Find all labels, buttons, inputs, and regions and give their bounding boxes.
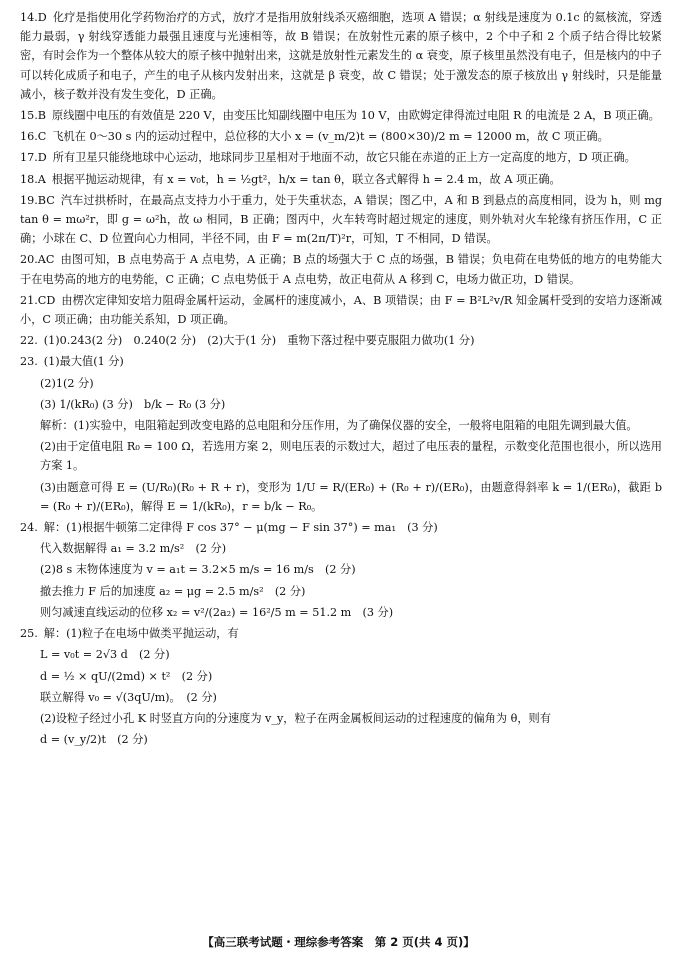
answer-paragraph: [20, 395, 662, 414]
answer-number: 25.: [20, 627, 38, 641]
answer-number: 14.D: [20, 11, 47, 24]
answer-text: 则匀减速直线运动的位移 x₂ = v²/(2a₂) = 16²/5 m = 51.2 m (3 分): [40, 605, 394, 619]
answer-text: 代入数据解得 a₁ = 3.2 m/s² (2 分): [40, 542, 227, 556]
answer-text: 联立解得 v₀ = √(3qU/m)。 (2 分): [40, 690, 217, 704]
answer-text: 撤去推力 F 后的加速度 a₂ = μg = 2.5 m/s² (2 分): [40, 584, 306, 598]
answer-text: 由图可知，B 点电势高于 A 点电势，A 正确；B 点的场强大于 C 点的场强，B 错误；负电荷在电势低的地方的电势能大于在电势高的地方的电势能，C 正确；C 点电势低于 A 点电势，故正电荷从 A 移到 C，电场力做正功，D 错误。: [20, 253, 662, 286]
answer-text: (2)设粒子经过小孔 K 时竖直方向的分速度为 v_y，粒子在两金属板间运动的过程速度的偏角为 θ，则有: [40, 711, 551, 725]
answer-paragraph: [20, 374, 662, 393]
answer-text: 原线圈中电压的有效值是 220 V，由变压比知副线圈中电压为 10 V，由欧姆定律得流过电阻 R 的电流是 2 A，B 项正确。: [52, 109, 660, 123]
answer-text: 解析：(1)实验中，电阻箱起到改变电路的总电阻和分压作用，为了确保仪器的安全，一般将电阻箱的电阻先调到最大值。: [40, 419, 638, 433]
answer-text: 所有卫星只能绕地球中心运动，地球同步卫星相对于地面不动，故它只能在赤道的正上方一定高度的地方，D 项正确。: [52, 151, 636, 165]
answer-text: 解：(1)粒子在电场中做类平抛运动，有: [43, 627, 239, 641]
answer-text: (1)最大值(1 分): [43, 355, 124, 369]
answer-number: 20.AC: [20, 253, 55, 267]
answer-number: 24.: [20, 521, 38, 535]
answer-number: 17.D: [20, 151, 47, 165]
answer-paragraph: [20, 603, 662, 622]
answer-number: 16.C: [20, 130, 47, 144]
answer-number: 18.A: [20, 172, 46, 186]
answer-text: 飞机在 0～30 s 内的运动过程中，总位移的大小 x = (v_m/2)t = (800×30)/2 m = 12000 m，故 C 项正确。: [52, 130, 609, 144]
answer-paragraph: [20, 582, 662, 601]
answer-text: 解：(1)根据牛顿第二定律得 F cos 37° − μ(mg − F sin 37°) = ma₁ (3 分): [43, 521, 438, 535]
answer-text: (3) 1/(kR₀) (3 分) b/k − R₀ (3 分): [40, 397, 226, 411]
answer-paragraph: [20, 624, 662, 643]
answer-paragraph: [20, 291, 662, 329]
answer-paragraph: [20, 730, 662, 749]
answer-paragraph: [20, 437, 662, 475]
answer-paragraph: [20, 170, 662, 189]
answer-number: 22.: [20, 334, 38, 348]
answer-text: (2)1(2 分): [40, 376, 94, 390]
answer-text: d = (v_y/2)t (2 分): [40, 733, 148, 747]
answer-text: (3)由题意可得 E = (U/R₀)(R₀ + R + r)，变形为 1/U = R/(ER₀) + (R₀ + r)/(ER₀)，由题意得斜率 k = 1/(ER₀)，截距 b = (R₀ + r)/(ER₀)，解得 E = 1/(kR₀)，r = b/k − R₀。: [40, 480, 662, 513]
answer-text: 由楞次定律知安培力阻碍金属杆运动，金属杆的速度减小，A、B 项错误；由 F = B²L²v/R 知金属杆受到的安培力逐渐减小，C 项正确；由功能关系知，D 项正确。: [20, 293, 662, 327]
answer-number: 21.CD: [20, 293, 56, 307]
answer-key-body: [20, 8, 662, 751]
answer-paragraph: [20, 478, 662, 516]
answer-paragraph: [20, 191, 662, 249]
answer-paragraph: [20, 539, 662, 558]
answer-text: (2)由于定值电阻 R₀ = 100 Ω，若选用方案 2，则电压表的示数过大，超过了电压表的量程，示数变化范围也很小，所以选用方案 1。: [40, 440, 662, 473]
answer-text: 化疗是指使用化学药物治疗的方式，放疗才是指用放射线杀灭癌细胞，选项 A 错误；α 射线是速度为 0.1c 的氦核流，穿透能力最弱，γ 射线穿透能力最强且速度与光速相等，故 B 错误；在放射性元素的原子核中，2 个中子和 2 个质子结合得比较紧密，有时会作为一个整体从较大的原子核中抛射出来，这就是放射性元素发生的 α 衰变，原子核里虽然没有电子，但是核内的中子可以转化成质子和电子，产生的电子从核内发射出来，这就是 β 衰变，故 C 错误；处于激发态的原子核放出 γ 射线时，只是能量减小，核子数并没有发生变化，D 正确。: [20, 11, 662, 101]
answer-text: d = ½ × qU/(2md) × t² (2 分): [40, 669, 213, 683]
answer-paragraph: [20, 352, 662, 371]
answer-text: 汽车过拱桥时，在最高点支持力小于重力，处于失重状态，A 错误；图乙中，A 和 B 到悬点的高度相同，设为 h，则 mg tan θ = mω²r，即 g = ω²h，故 ω 相同，B 正确；图丙中，火车转弯时超过规定的速度，则外轨对火车轮缘有挤压作用，C 正确；小球在 C、D 位置向心力相同，半径不同，由 F = m(2π/T)²r，可知，T 不相同，D 错误。: [20, 193, 662, 246]
answer-text: L = v₀t = 2√3 d (2 分): [40, 648, 170, 662]
answer-paragraph: [20, 416, 662, 435]
answer-paragraph: [20, 127, 662, 146]
page-footer: 【高三联考试题・理综参考答案 第 2 页(共 4 页)】: [202, 935, 475, 949]
answer-paragraph: [20, 688, 662, 707]
answer-paragraph: [20, 709, 662, 728]
answer-paragraph: [20, 518, 662, 537]
answer-number: 19.BC: [20, 193, 55, 207]
answer-paragraph: [20, 667, 662, 686]
answer-paragraph: [20, 148, 662, 167]
answer-paragraph: [20, 106, 662, 125]
answer-number: 15.B: [20, 109, 47, 123]
answer-paragraph: [20, 331, 662, 350]
answer-paragraph: [20, 645, 662, 664]
answer-paragraph: [20, 8, 662, 104]
answer-text: 根据平抛运动规律，有 x = v₀t，h = ½gt²，h/x = tan θ，联立各式解得 h = 2.4 m，故 A 项正确。: [51, 172, 561, 186]
answer-text: (2)8 s 末物体速度为 v = a₁t = 3.2×5 m/s = 16 m/s (2 分): [40, 563, 356, 577]
answer-text: (1)0.243(2 分) 0.240(2 分) (2)大于(1 分) 重物下落过程中要克服阻力做功(1 分): [43, 334, 475, 348]
answer-paragraph: [20, 250, 662, 288]
answer-number: 23.: [20, 355, 38, 369]
answer-paragraph: [20, 560, 662, 579]
